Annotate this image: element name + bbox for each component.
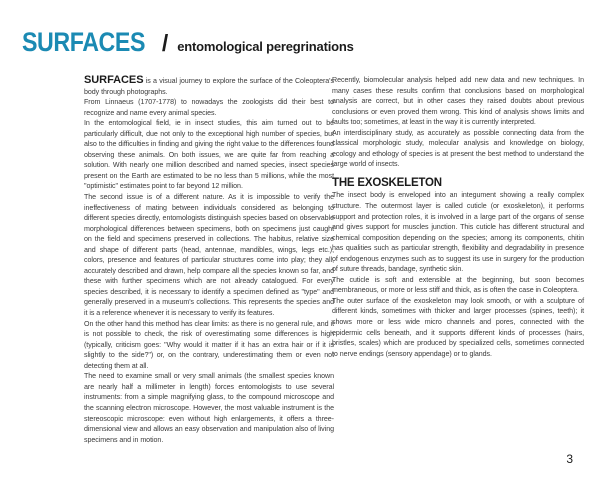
body-paragraph: An interdisciplinary study, as accurately as possible connecting data from the classical morphologic study, molecular analysis and knowledge on biology, ecology and ethology of species is at present the best method to understand the large world of insects. [332, 128, 584, 169]
body-paragraph: From Linnaeus (1707-1778) to nowadays the zoologists did their best to recognize and name every animal species. [84, 98, 334, 117]
title-subtitle: entomological peregrinations [177, 39, 354, 54]
text-column-left [84, 75, 334, 445]
intro-paragraph [84, 75, 334, 97]
body-paragraph: The insect body is enveloped into an integument showing a really complex structure. The outermost layer is called cuticle (or exoskeleton), it performs support and protection roles, it is involved in a large part of the organs of sense and gives support for muscles junction. This cuticle has different structural and chemical composition depending on the species; among its components, chitin has qualities such as particular strength, flexibility and degradability in presence of endogenous enzymes such as to suggest its use in surgery for the production of suture threads, bandage, synthetic skin. [332, 191, 584, 274]
page-number: 3 [566, 452, 573, 466]
body-paragraph: The second issue is of a different nature. As it is impossible to verify the ineffectiveness of mating between individuals considered as belonging to different species directly, entomologists distinguish species based on observable morphological differences between specimens, both on specimens just caught on the field and specimens preserved in collections. The habitus, relative size and shape of different parts (head, antennae, mandibles, wings, legs etc.), colors, presence and features of particular structures come into play; they all, accurately described and drawn, help compare all the species known so far, and these with further specimens which are not already catalogued. For every species described, it is necessary to identify a specimen defined as "type" and generally preserved in a museum's collections. This represents the species and it is a reference whenever it is necessary to verify its features. [84, 193, 334, 318]
body-paragraph: Recently, biomolecular analysis helped add new data and new techniques. In many cases these results confirm that conclusions based on morphological analysis are correct, but in other cases they raised doubts about previous conclusions or even proved them wrong. This kind of analysis shows limits and faults too; sometimes, at least in the way it is currently interpreted. [332, 76, 584, 127]
body-paragraph: The outer surface of the exoskeleton may look smooth, or with a sculpture of different kinds, sometimes with thicker and larger processes (spines, teeth); it shows more or less wide micro channels and pores, connected with the epidermic cells beneath, and it supports different kinds of processes (hairs, bristles, scales) which are produced by specialized cells, sometimes connected to nerve endings (sensory appendage) or to glands. [332, 296, 584, 358]
body-paragraph: The cuticle is soft and extensible at the beginning, but soon becomes membraneous, or more or less stiff and thick, as is often the case in Coleoptera. [332, 275, 584, 295]
section-heading-exoskeleton: THE EXOSKELETON [332, 176, 442, 189]
title-main: SURFACES [22, 27, 146, 57]
body-paragraph: In the entomological field, ie in insect studies, this aim turned out to be particularly difficult, due not only to the exceptional high number of species, but also to the difficulties in finding and giving the right value to the differences found observing these animals. On both issues, we are quite far from reaching a solution. With nearly one million described and named species, insect species present on the Earth are estimated to be no less than 5 millions, while the most "optimistic" estimates point to far beyond 12 million. [84, 119, 334, 191]
text-column-right [332, 75, 584, 359]
page-title [22, 24, 354, 56]
title-slash: / [161, 30, 169, 56]
body-paragraph: On the other hand this method has clear limits: as there is no general rule, and it is not possible to check, the risk of overestimating some differences is high (typically, criticism goes: "Why would it matter if it has an extra hair or if it is slightly to the side?") or, on the contrary, underestimating them or even not detecting them at all. [84, 319, 334, 370]
lead-text: is a visual journey to explore the surface of the Coleoptera's body through photographs. [84, 77, 334, 96]
body-paragraph: The need to examine small or very small animals (the smallest species known are nearly half a millimeter in length) forces entomologists to use several instruments: from a simple magnifying glass, to the compound microscope and the scanning electron microscope. However, the most valuable instrument is the stereoscopic microscope: even without high enlargements, it offers a three-dimensional view and allows an easy observation and manipulation also of living specimens and in motion. [84, 372, 334, 444]
lead-word: SURFACES [84, 74, 144, 86]
